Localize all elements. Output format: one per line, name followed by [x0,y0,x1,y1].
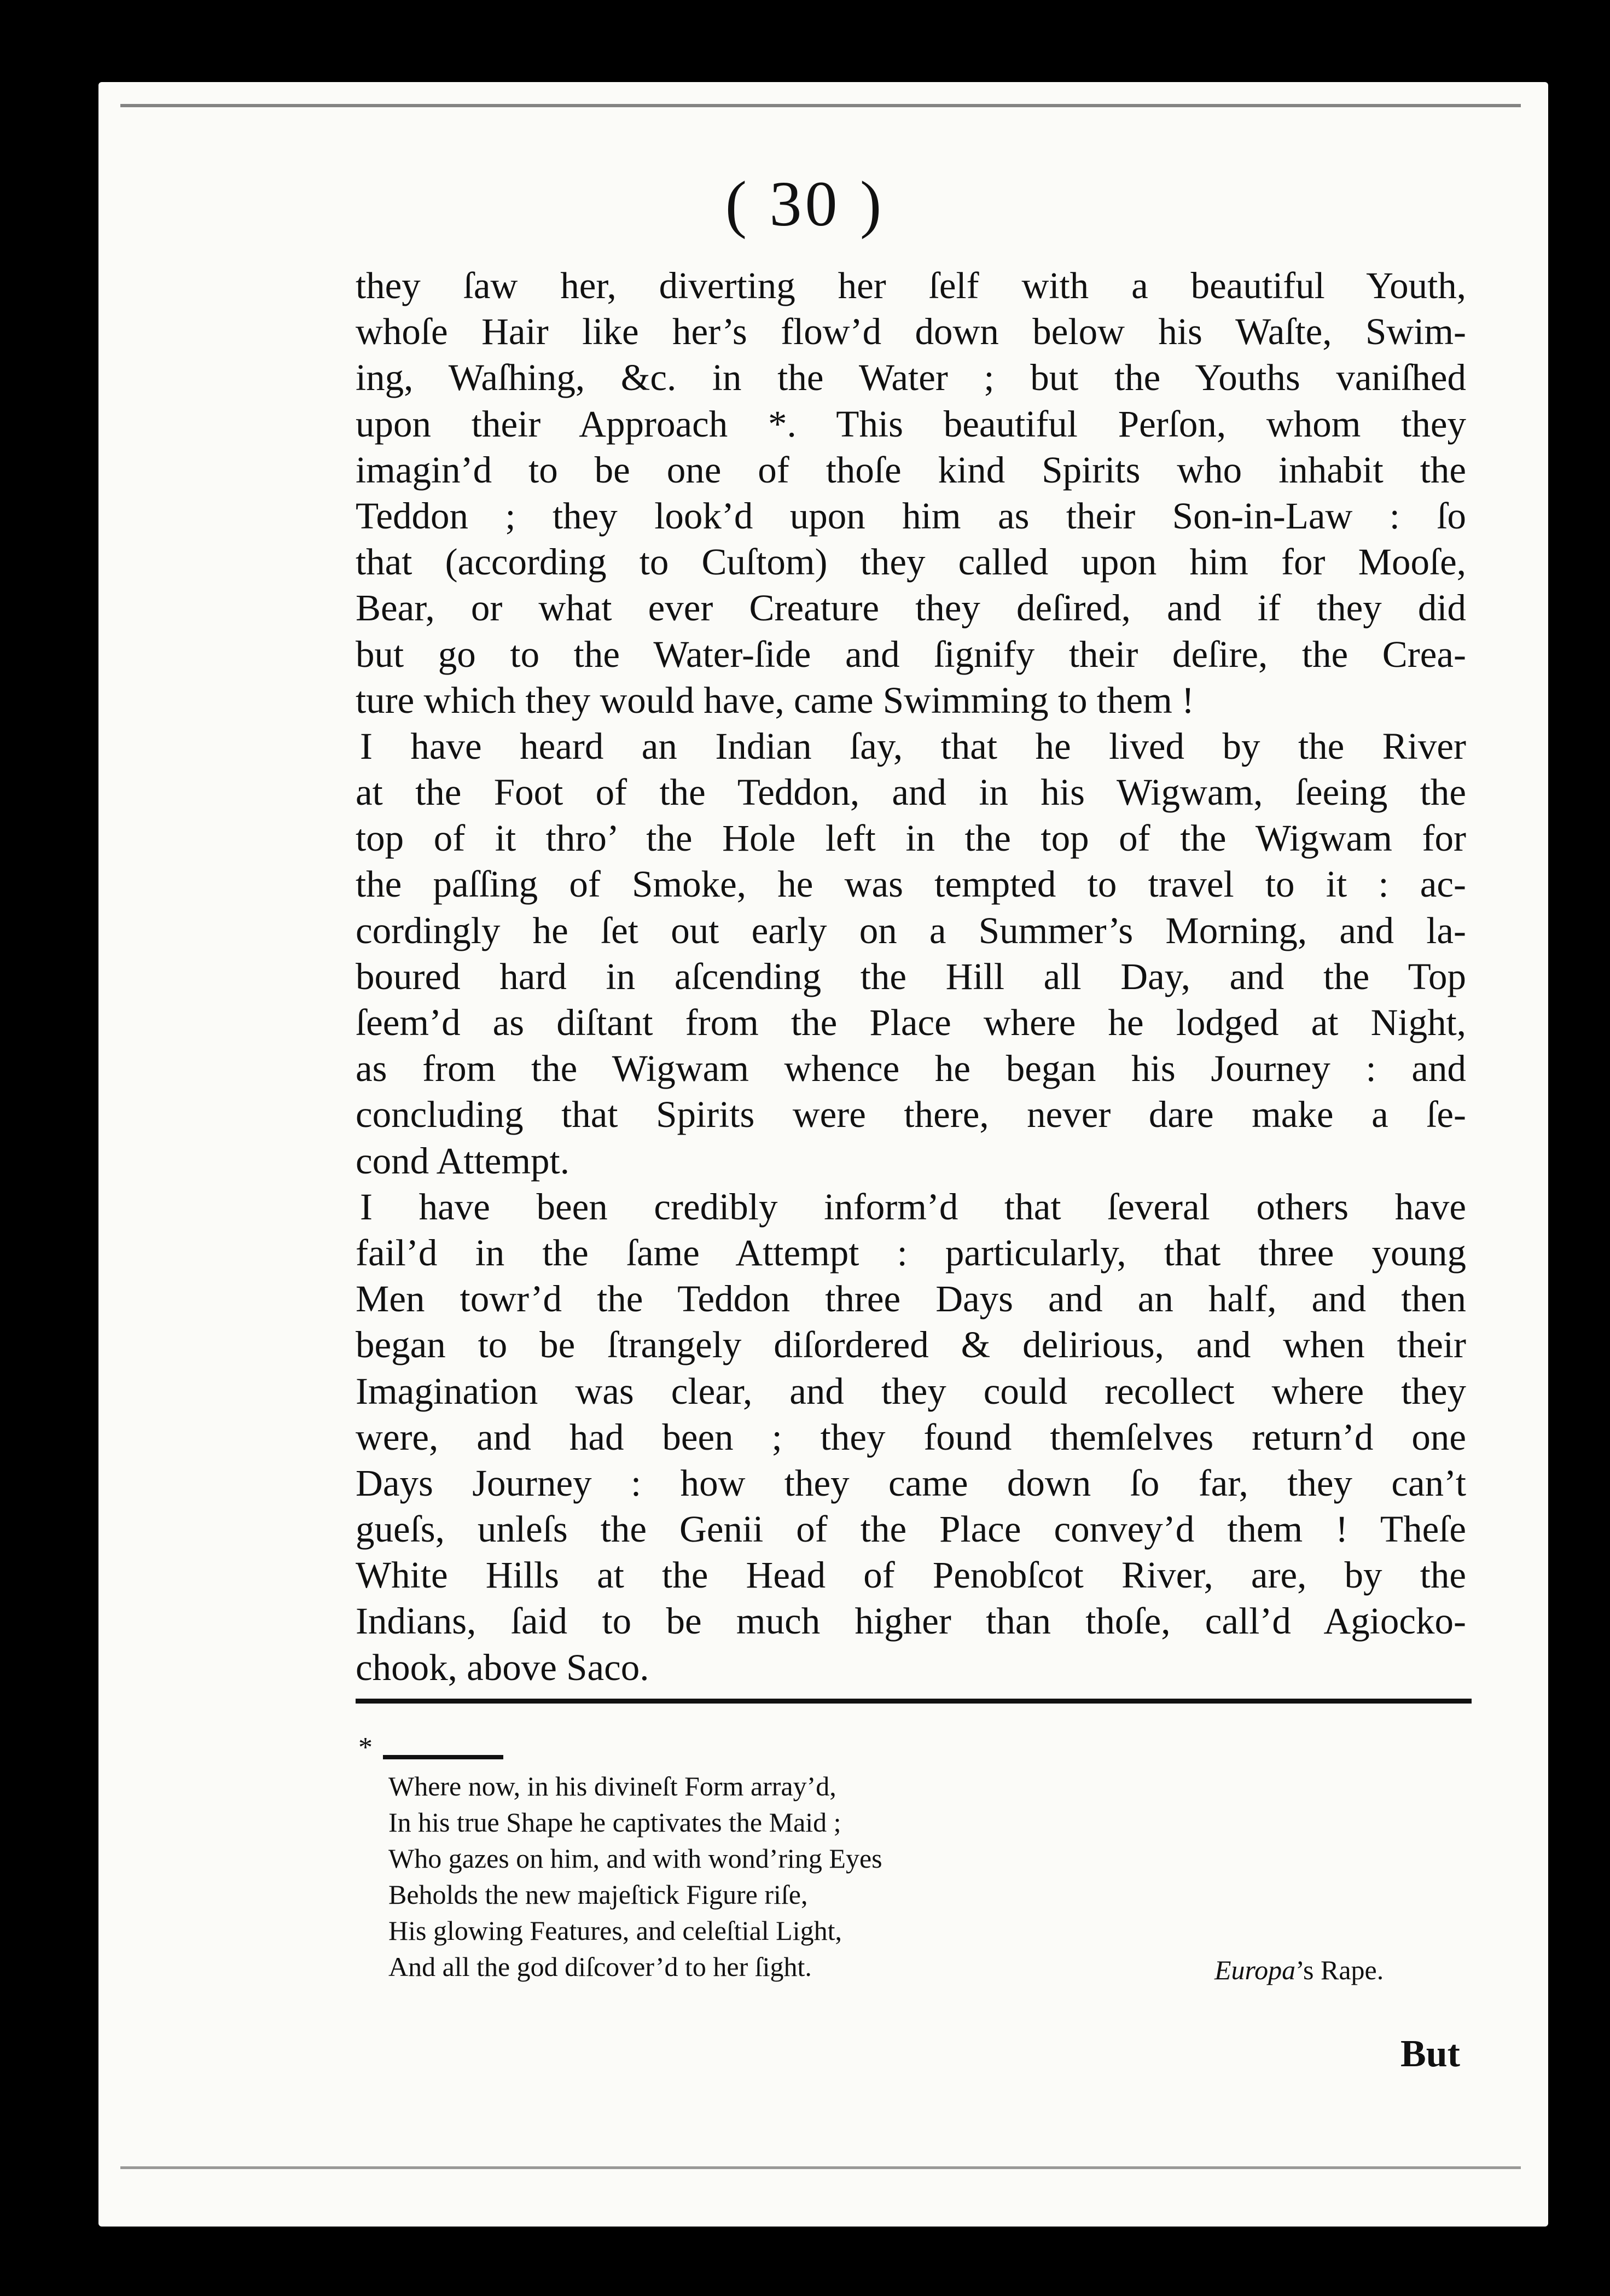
text-line: Men towr’d the Teddon three Days and an half, and then [356,1278,1466,1320]
bottom-edge-shadow [120,2166,1521,2169]
footnote-verse [388,1768,1209,1985]
main-text [356,263,1466,1690]
text-line: imagin’d to be one of thoſe kind Spirits who inhabit the [356,449,1466,491]
attribution-suffix: ’s Rape. [1295,1955,1384,1985]
verse-line: And all the god diſcover’d to her ſight. [388,1951,812,1982]
footnote-marker: * [358,1732,373,1763]
text-line: top of it thro’ the Hole left in the top of the Wigwam for [356,817,1466,859]
footnote-separator-rule [356,1699,1472,1704]
text-line: I have heard an Indian ſay, that he lived by the River [360,725,1466,767]
verse-line: In his true Shape he captivates the Maid ; [388,1807,841,1838]
page-number: ( 30 ) [725,168,885,240]
text-line: upon their Approach *. This beautiful Perſon, whom they [356,403,1466,445]
text-line: at the Foot of the Teddon, and in his Wigwam, ſeeing the [356,771,1466,813]
catchword: But [1400,2033,1460,2075]
text-line: chook, above Saco. [356,1646,649,1688]
text-line: cordingly he ſet out early on a Summer’s Morning, and la- [356,909,1466,951]
text-line: fail’d in the ſame Attempt : particularly, that three young [356,1231,1466,1274]
verse-line: His glowing Features, and celeſtial Light, [388,1915,842,1946]
verse-line: Beholds the new majeſtick Figure riſe, [388,1879,808,1910]
text-line: Imagination was clear, and they could recollect where they [356,1370,1466,1412]
text-line: were, and had been ; they found themſelves return’d one [356,1416,1466,1458]
text-line: concluding that Spirits were there, never dare make a ſe- [356,1094,1466,1136]
text-line: ſeem’d as diſtant from the Place where he lodged at Night, [356,1002,1466,1043]
paragraph-1 [356,263,1466,723]
verse-line: Where now, in his divineſt Form array’d, [388,1771,836,1801]
text-line: began to be ſtrangely diſordered & delirious, and when their [356,1324,1466,1366]
text-line: gueſs, unleſs the Genii of the Place convey’d them ! Theſe [356,1508,1466,1550]
text-line: boured hard in aſcending the Hill all Day, and the Top [356,955,1466,997]
text-line: White Hills at the Head of Penobſcot River, are, by the [356,1554,1466,1596]
text-line: cond Attempt. [356,1140,569,1182]
text-line: they ſaw her, diverting her ſelf with a beautiful Youth, [356,265,1466,306]
text-line: the paſſing of Smoke, he was tempted to travel to it : ac- [356,863,1466,905]
footnote-dash [383,1755,503,1759]
text-line: Teddon ; they look’d upon him as their Son-in-Law : ſo [356,495,1466,537]
text-line: but go to the Water-ſide and ſignify their deſire, the Crea- [356,633,1466,675]
text-line: Indians, ſaid to be much higher than thoſe, call’d Agiocko- [356,1600,1466,1642]
text-line: Days Journey : how they came down ſo far, they can’t [356,1462,1466,1504]
paragraph-3 [356,1184,1466,1690]
paragraph-2 [356,723,1466,1184]
text-line: whoſe Hair like her’s flow’d down below his Waſte, Swim- [356,311,1466,353]
text-line: Bear, or what ever Creature they deſired, and if they did [356,587,1466,629]
text-line: ing, Waſhing, &c. in the Water ; but the Youths vaniſhed [356,357,1466,399]
text-line: as from the Wigwam whence he began his Journey : and [356,1048,1466,1090]
text-line: ture which they would have, came Swimming to them ! [356,679,1194,721]
top-edge-shadow [120,104,1521,107]
verse-line: Who gazes on him, and with wond’ring Eyes [388,1843,882,1874]
footnote-attribution [1214,1954,1384,1986]
text-line: that (according to Cuſtom) they called upon him for Mooſe, [356,541,1466,583]
attribution-title: Europa [1214,1955,1296,1985]
text-line: I have been credibly inform’d that ſeveral others have [360,1185,1466,1228]
